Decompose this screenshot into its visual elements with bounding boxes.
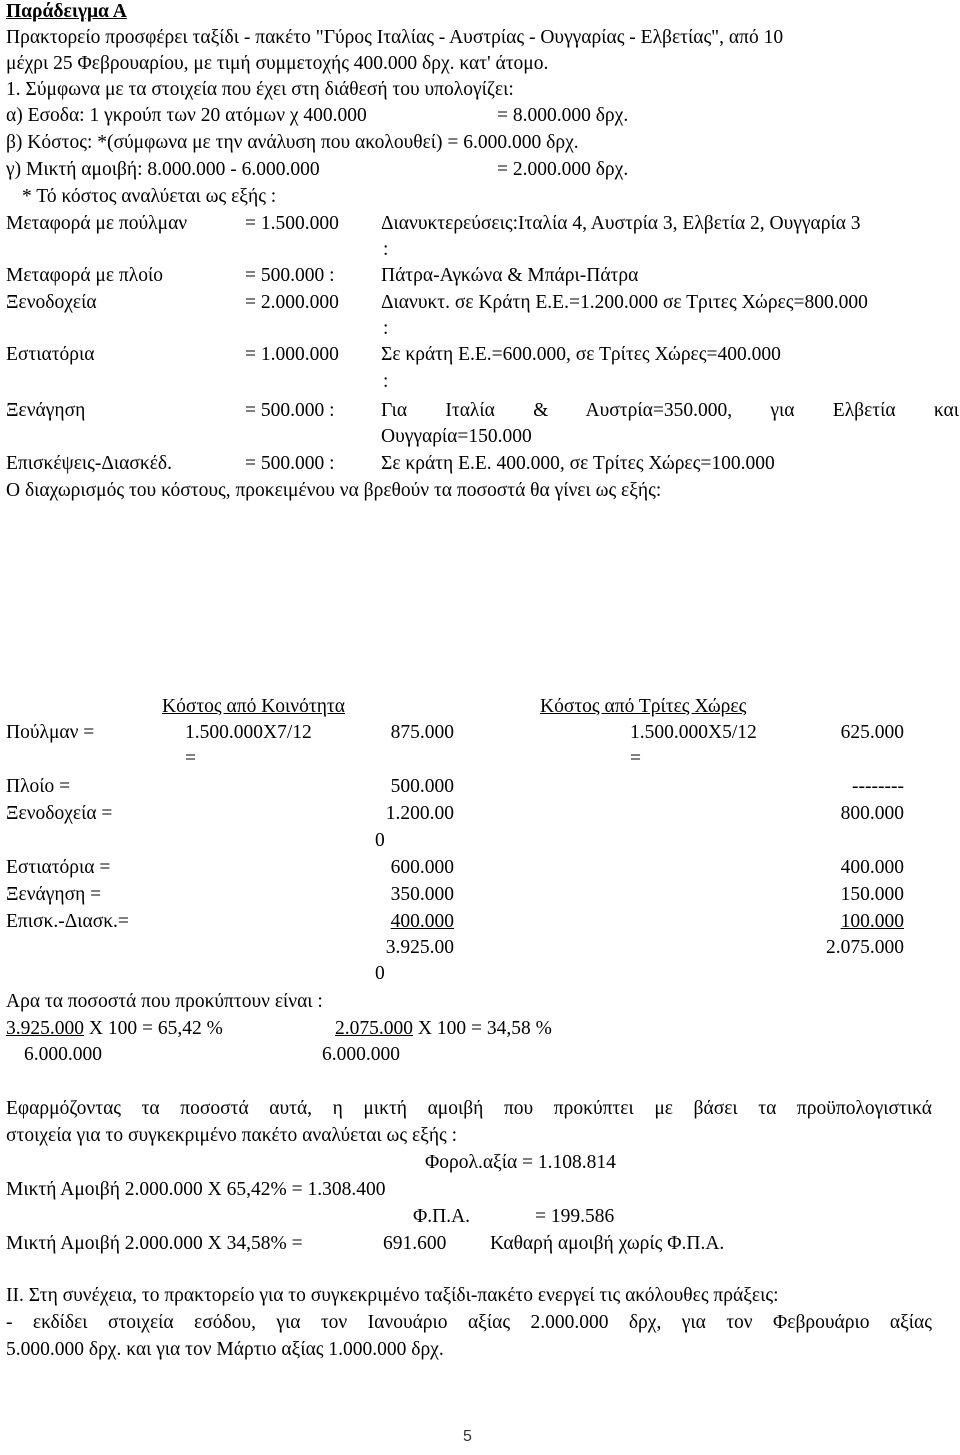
vat-label: Φ.Π.Α.	[413, 1206, 471, 1227]
intro-line-3: 1. Σύμφωνα με τα στοιχεία που έχει στη διάθεσή του υπολογίζει:	[6, 79, 514, 100]
table-row-label: Ξενάγηση =	[6, 884, 102, 905]
cost-detail: Σε κράτη Ε.Ε. 400.000, σε Τρίτες Χώρες=100.000	[381, 453, 775, 474]
table-row-calc: 1.500.000Χ7/12	[185, 722, 312, 743]
cost-amount: = 1.000.000	[245, 344, 339, 365]
cost-detail: Σε κράτη Ε.Ε.=600.000, σε Τρίτες Χώρες=400.000	[381, 344, 781, 365]
table-row-label: Ξενοδοχεία =	[6, 803, 113, 824]
cost-colon: :	[383, 318, 389, 339]
cost-colon: :	[383, 371, 389, 392]
table-row-value-third: 100.000	[840, 911, 904, 932]
formula-result: Χ 100 = 65,42 %	[84, 1018, 223, 1039]
gross-fee-community: Μικτή Αμοιβή 2.000.000 Χ 65,42% = 1.308.400	[6, 1179, 386, 1200]
cost-amount: = 500.000 :	[245, 400, 335, 421]
cost-label: Επισκέψεις-Διασκέδ.	[6, 453, 172, 474]
split-intro: Ο διαχωρισμός του κόστους, προκειμένου να βρεθούν τα ποσοστά θα γίνει ως εξής:	[6, 480, 662, 501]
table-row-label: Εστιατόρια =	[6, 857, 111, 878]
gross-fee-third: Μικτή Αμοιβή 2.000.000 Χ 34,58% =	[6, 1233, 303, 1254]
taxable-value: Φορολ.αξία = 1.108.814	[425, 1152, 616, 1173]
section2-line-1: ΙΙ. Στη συνέχεια, το πρακτορείο για το συγκεκριμένο ταξίδι-πακέτο ενεργεί τις ακόλουθες πράξεις:	[6, 1285, 779, 1306]
cost-amount: = 1.500.000	[245, 213, 339, 234]
apply-line-2: στοιχεία για το συγκεκριμένο πακέτο αναλύεται ως εξής :	[6, 1125, 458, 1146]
table-row-value-community: 1.200.00	[385, 803, 454, 824]
gross-fee-value: = 2.000.000 δρχ.	[497, 159, 629, 180]
intro-line-1: Πρακτορείο προσφέρει ταξίδι - πακέτο "Γύρος Ιταλίας - Αυστρίας - Ουγγαρίας - Ελβετίας", από 10	[6, 27, 784, 48]
table-row-calc: 1.500.000Χ5/12	[630, 722, 757, 743]
table-row-label: Πούλμαν =	[6, 722, 95, 743]
percent-formula-third	[335, 1017, 552, 1041]
header-third-countries: Κόστος από Τρίτες Χώρες	[540, 696, 747, 717]
example-heading: Παράδειγμα Α	[6, 1, 127, 22]
table-row-value-third: --------	[852, 776, 904, 797]
percent-intro: Αρα τα ποσοστά που προκύπτουν είναι :	[6, 991, 323, 1012]
table-row-value-community: 600.000	[390, 857, 454, 878]
formula-numerator: 3.925.000	[6, 1018, 84, 1039]
formula-denominator: 6.000.000	[322, 1044, 400, 1065]
formula-result: Χ 100 = 34,58 %	[413, 1018, 552, 1039]
intro-line-2: μέχρι 25 Φεβρουαρίου, με τιμή συμμετοχής 400.000 δρχ. κατ' άτομο.	[6, 53, 549, 74]
table-row-value-third: 150.000	[840, 884, 904, 905]
table-row-value-community: 350.000	[390, 884, 454, 905]
table-row-label: Επισκ.-Διασκ.=	[6, 911, 129, 932]
table-row-value-third: 625.000	[840, 722, 904, 743]
vat-value: = 199.586	[535, 1206, 615, 1227]
table-row-value-community: 400.000	[390, 911, 454, 932]
table-row-calc-eq: =	[630, 748, 641, 769]
cost-detail: Για Ιταλία & Αυστρία=350.000, για Ελβετία και	[381, 400, 959, 421]
gross-fee-label: γ) Μικτή αμοιβή: 8.000.000 - 6.000.000	[6, 159, 320, 180]
cost-amount: = 500.000 :	[245, 453, 335, 474]
percent-formula-community	[6, 1017, 223, 1041]
cost-detail-continued: Ουγγαρία=150.000	[381, 426, 532, 447]
cost-label: Ξενοδοχεία	[6, 292, 97, 313]
income-label: α) Εσοδα: 1 γκρούπ των 20 ατόμων χ 400.000	[6, 105, 367, 126]
table-row-calc-eq: =	[185, 748, 196, 769]
total-community-wrap: 0	[375, 963, 385, 984]
cost-amount: = 2.000.000	[245, 292, 339, 313]
cost-label: Μεταφορά με πλοίο	[6, 265, 163, 286]
table-row-value-third: 400.000	[840, 857, 904, 878]
cost-amount: = 500.000 :	[245, 265, 335, 286]
net-fee-note: Καθαρή αμοιβή χωρίς Φ.Π.Α.	[490, 1233, 725, 1254]
formula-numerator: 2.075.000	[335, 1018, 413, 1039]
cost-analysis-note: * Τό κόστος αναλύεται ως εξής :	[22, 186, 277, 207]
section2-line-3: 5.000.000 δρχ. και για τον Μάρτιο αξίας 1.000.000 δρχ.	[6, 1339, 444, 1360]
cost-line: β) Κόστος: *(σύμφωνα με την ανάλυση που ακολουθεί) = 6.000.000 δρχ.	[6, 132, 579, 153]
cost-detail: Διανυκτ. σε Κράτη Ε.Ε.=1.200.000 σε Τριτες Χώρες=800.000	[381, 292, 868, 313]
table-row-value-wrap: 0	[375, 830, 385, 851]
total-community: 3.925.00	[385, 937, 454, 958]
total-third-countries: 2.075.000	[826, 937, 904, 958]
income-value: = 8.000.000 δρχ.	[497, 105, 629, 126]
table-row-value-third: 800.000	[840, 803, 904, 824]
table-row-value-community: 875.000	[390, 722, 454, 743]
table-row-label: Πλοίο =	[6, 776, 71, 797]
cost-label: Ξενάγηση	[6, 400, 86, 421]
header-community: Κόστος από Κοινότητα	[162, 696, 345, 717]
apply-line-1: Εφαρμόζοντας τα ποσοστά αυτά, η μικτή αμοιβή που προκύπτει με βάσει τα προϋπολογιστικά	[6, 1098, 932, 1119]
table-row-value-community: 500.000	[390, 776, 454, 797]
page-number: 5	[463, 1428, 472, 1445]
cost-colon: :	[383, 239, 389, 260]
formula-denominator: 6.000.000	[24, 1044, 102, 1065]
section2-line-2: - εκδίδει στοιχεία εσόδου, για τον Ιανουάριο αξίας 2.000.000 δρχ, για τον Φεβρουάριο αξίας	[6, 1312, 932, 1333]
cost-detail: Διανυκτερεύσεις:Ιταλία 4, Αυστρία 3, Ελβετία 2, Ουγγαρία 3	[381, 213, 861, 234]
cost-detail: Πάτρα-Αγκώνα & Μπάρι-Πάτρα	[381, 265, 639, 286]
cost-label: Εστιατόρια	[6, 344, 95, 365]
cost-label: Μεταφορά με πούλμαν	[6, 213, 188, 234]
gross-fee-third-value: 691.600	[383, 1233, 447, 1254]
